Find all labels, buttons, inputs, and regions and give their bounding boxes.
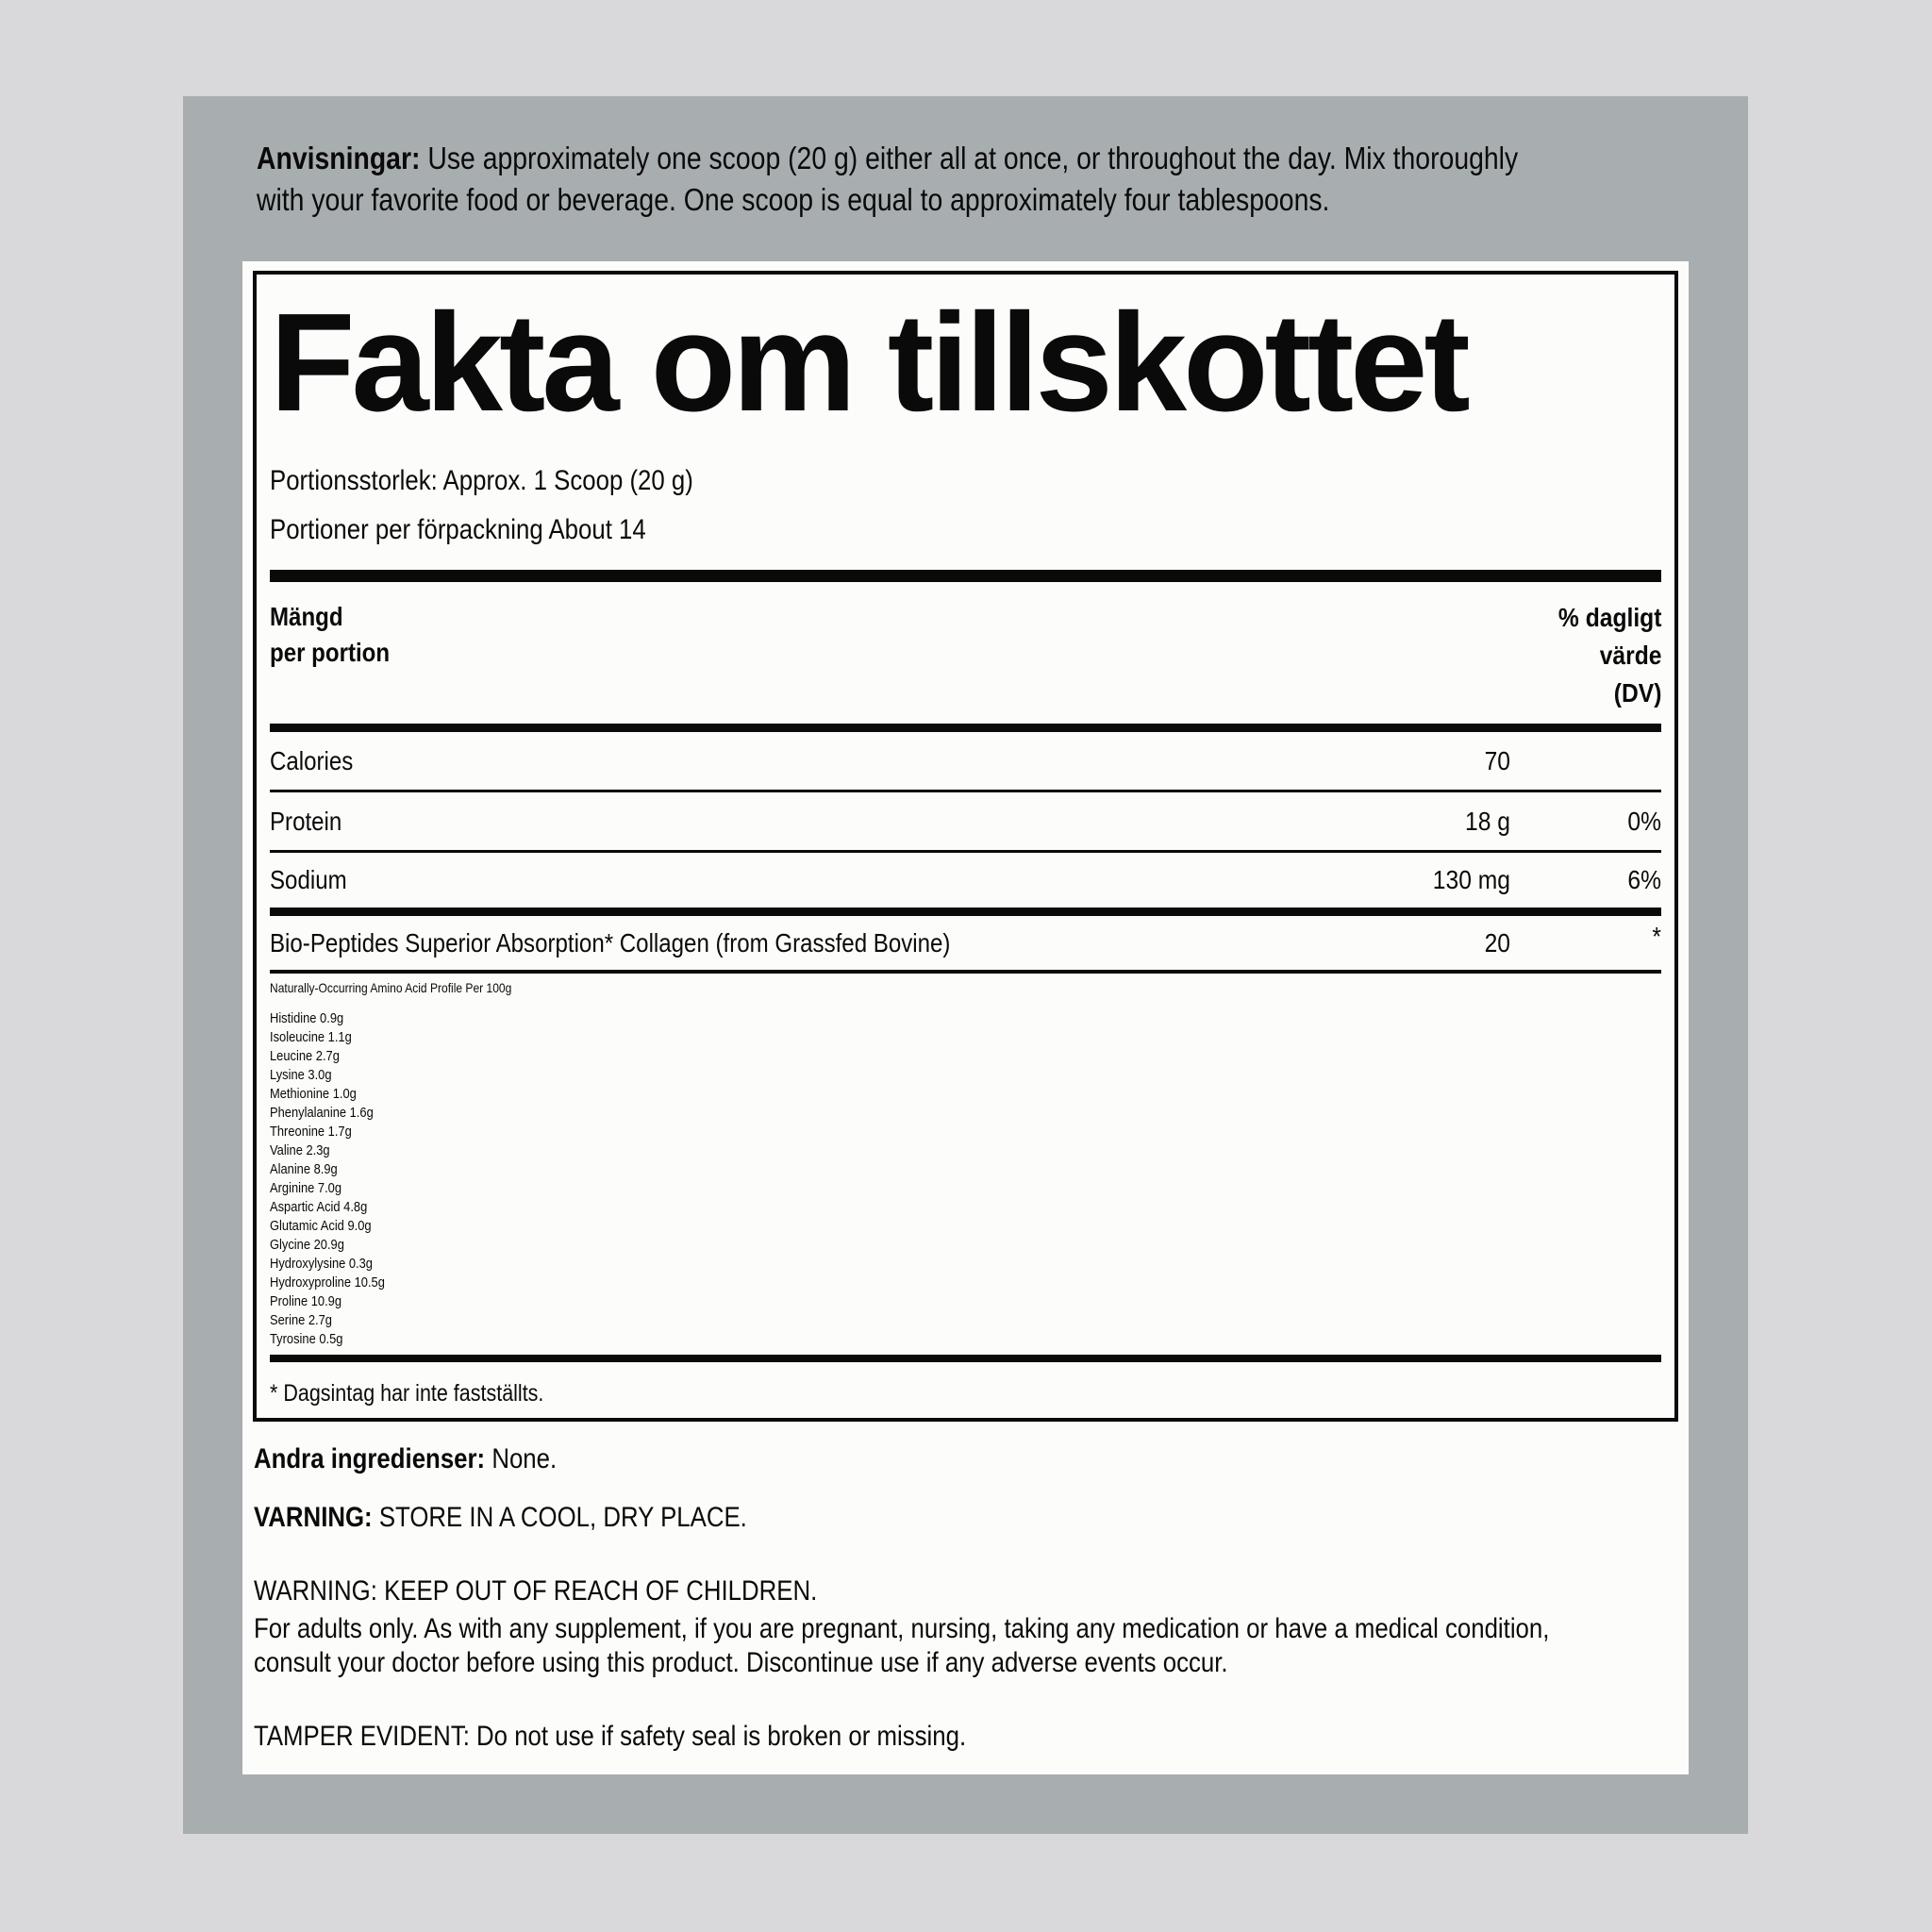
- amino-acid-profile: [270, 974, 1661, 1349]
- row-amount: 70: [1484, 745, 1510, 775]
- amino-item: Hydroxylysine 0.3g: [270, 1256, 373, 1272]
- amino-item: Phenylalanine 1.6g: [270, 1105, 374, 1121]
- directions-label: Anvisningar:: [257, 141, 421, 175]
- amino-item: Leucine 2.7g: [270, 1048, 340, 1064]
- table-row-collagen: [270, 916, 1661, 970]
- row-dv: *: [1652, 922, 1661, 951]
- supplement-facts-label: [242, 261, 1689, 1774]
- amino-acid-list: [270, 1009, 1661, 1349]
- row-amount: 130 mg: [1432, 865, 1510, 894]
- storage-warning: [254, 1501, 1678, 1535]
- amino-item: Tyrosine 0.5g: [270, 1331, 343, 1347]
- other-ingredients-value: None.: [491, 1443, 558, 1474]
- divider-thick-header: [270, 724, 1661, 732]
- table-row-sodium: [270, 853, 1661, 908]
- row-name: Bio-Peptides Superior Absorption* Collagen (from Grassfed Bovine): [270, 927, 951, 958]
- directions-line-2: with your favorite food or beverage. One scoop is equal to approximately four tablespoons.: [257, 182, 1330, 217]
- amino-item: Alanine 8.9g: [270, 1161, 338, 1177]
- storage-warning-label: VARNING:: [254, 1502, 373, 1533]
- amino-item: Lysine 3.0g: [270, 1067, 332, 1083]
- amino-item: Serine 2.7g: [270, 1312, 332, 1328]
- divider-thick-mid: [270, 908, 1661, 916]
- amount-per-serving-header: Mängd per portion: [270, 602, 391, 667]
- table-row-calories: [270, 732, 1661, 790]
- daily-value-header: % dagligt värde (DV): [1557, 603, 1661, 708]
- adults-warning-line-2: consult your doctor before using this product. Discontinue use if any adverse events occur.: [254, 1647, 1228, 1678]
- amino-profile-heading: Naturally-Occurring Amino Acid Profile Per 100g: [270, 980, 512, 995]
- amino-item: Arginine 7.0g: [270, 1180, 342, 1196]
- supplement-facts-box: [253, 271, 1678, 1422]
- table-header-row: [270, 582, 1661, 724]
- row-dv: 0%: [1627, 806, 1661, 836]
- product-label-panel: [183, 96, 1748, 1834]
- row-amount: 20: [1484, 927, 1510, 958]
- row-name: Sodium: [270, 865, 347, 894]
- divider-thick-top: [270, 570, 1661, 582]
- row-name: Calories: [270, 745, 354, 775]
- adults-warning-line-1: For adults only. As with any supplement, if you are pregnant, nursing, taking any medication or have a medical condition,: [254, 1613, 1550, 1644]
- tamper-evident-notice: TAMPER EVIDENT: Do not use if safety seal is broken or missing.: [254, 1721, 967, 1752]
- amino-item: Aspartic Acid 4.8g: [270, 1199, 368, 1215]
- divider-thick-bottom: [270, 1355, 1661, 1362]
- storage-warning-value: STORE IN A COOL, DRY PLACE.: [378, 1502, 747, 1533]
- other-ingredients-label: Andra ingredienser:: [254, 1443, 486, 1474]
- row-name: Protein: [270, 806, 342, 836]
- daily-value-footnote: * Dagsintag har inte fastställts.: [270, 1380, 544, 1407]
- amino-item: Methionine 1.0g: [270, 1086, 357, 1102]
- directions-text-1: Use approximately one scoop (20 g) either all at once, or throughout the day. Mix thoroughly: [427, 141, 1519, 175]
- row-amount: 18 g: [1465, 806, 1510, 836]
- amino-item: Isoleucine 1.1g: [270, 1029, 352, 1045]
- amino-item: Glutamic Acid 9.0g: [270, 1218, 372, 1234]
- table-row-protein: [270, 792, 1661, 850]
- directions-line-1: [257, 138, 1540, 179]
- serving-size: Portionsstorlek: Approx. 1 Scoop (20 g): [270, 465, 693, 496]
- servings-per-container: Portioner per förpackning About 14: [270, 514, 646, 545]
- facts-title: Fakta om tillskottet: [270, 285, 1467, 441]
- row-dv: 6%: [1627, 865, 1661, 894]
- amino-item: Proline 10.9g: [270, 1293, 342, 1309]
- amino-item: Valine 2.3g: [270, 1142, 330, 1158]
- label-bottom-section: [253, 1442, 1678, 1754]
- amino-item: Hydroxyproline 10.5g: [270, 1274, 385, 1291]
- children-warning: WARNING: KEEP OUT OF REACH OF CHILDREN.: [254, 1575, 818, 1607]
- amino-item: Histidine 0.9g: [270, 1010, 344, 1026]
- amino-item: Glycine 20.9g: [270, 1237, 344, 1253]
- amino-item: Threonine 1.7g: [270, 1124, 352, 1140]
- other-ingredients: [254, 1442, 1678, 1476]
